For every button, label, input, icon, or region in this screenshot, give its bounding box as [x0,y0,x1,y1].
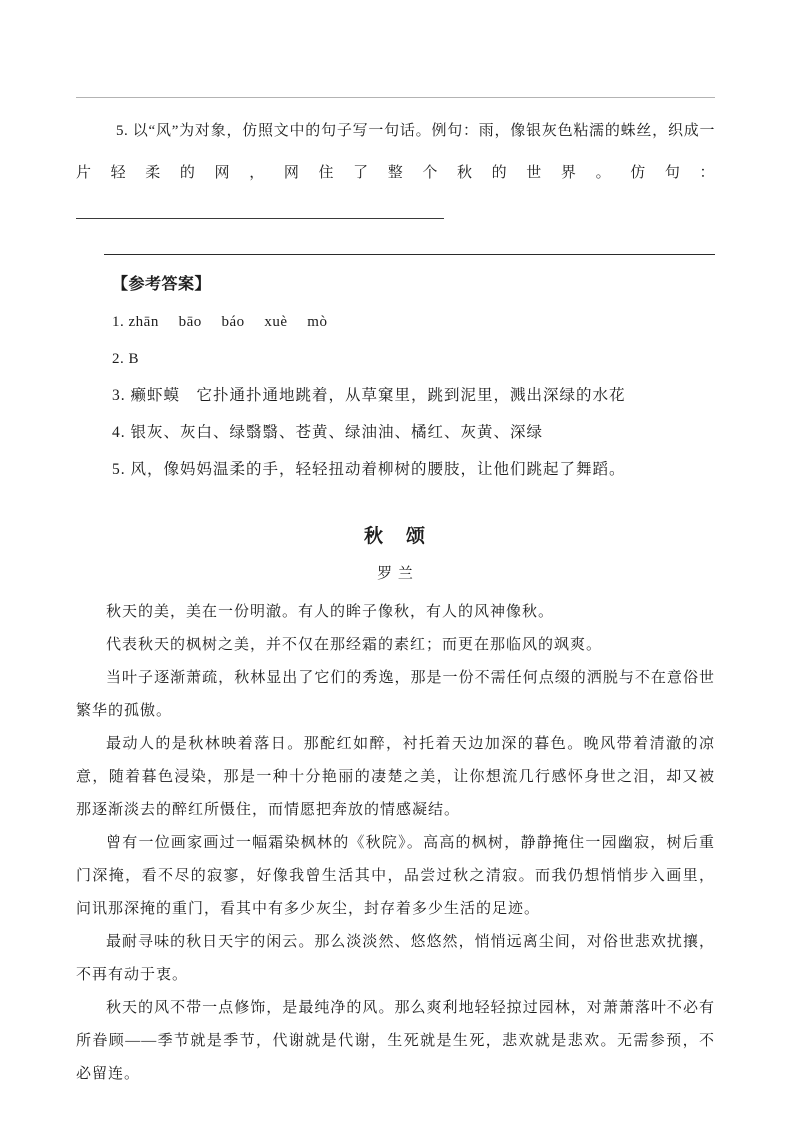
section-divider-wrap [76,254,715,255]
question-5 [76,110,715,236]
top-divider [76,97,715,98]
essay-paragraph: 秋天的美，美在一份明澈。有人的眸子像秋，有人的风神像秋。 [106,604,555,620]
essay-paragraph: 曾有一位画家画过一幅霜染枫林的《秋院》。高高的枫树，静静掩住一园幽寂，树后重门深掩，看不尽的寂寥，好像我曾生活其中，品尝过秋之清寂。而我仍想悄悄步入画里，问讯那深掩的重门，看其中有多少灰尘，封存着多少生活的足迹。 [76,835,715,917]
answer-item-5: 5. 风，像妈妈温柔的手，轻轻扭动着柳树的腰肢，让他们跳起了舞蹈。 [112,461,626,478]
answer-item-4: 4. 银灰、灰白、绿翳翳、苍黄、绿油油、橘红、灰黄、深绿 [112,424,544,441]
answers-header: 【参考答案】 [112,276,212,293]
essay-author: 罗 兰 [377,566,414,582]
essay-paragraph: 最耐寻味的秋日天宇的闲云。那么淡淡然、悠悠然，悄悄远离尘间，对俗世悲欢扰攘，不再有动于衷。 [76,934,715,983]
essay-paragraph: 秋天的风不带一点修饰，是最纯净的风。那么爽利地轻轻掠过园林，对萧萧落叶不必有所眷顾——季节就是季节，代谢就是代谢，生死就是生死，悲欢就是悲欢。无需参预，不必留连。 [76,1000,715,1082]
question-5-text: 5. 以“风”为对象，仿照文中的句子写一句话。例句：雨，像银灰色粘濡的蛛丝，织成一片轻柔的网，网住了整个秋的世界。仿句： [76,123,715,181]
answer-item-1: 1. zhān bāo báo xuè mò [112,314,328,330]
essay-title: 秋 颂 [363,526,427,547]
reference-answers-section [76,273,715,482]
essay-paragraph: 当叶子逐渐萧疏，秋林显出了它们的秀逸，那是一份不需任何点缀的洒脱与不在意俗世繁华的孤傲。 [76,670,715,719]
essay-section [76,522,715,1091]
essay-body [76,596,715,1091]
essay-paragraph: 代表秋天的枫树之美，并不仅在那经霜的素红；而更在那临风的飒爽。 [106,637,603,653]
answer-item-3: 3. 癞虾蟆 它扑通扑通地跳着，从草窠里，跳到泥里，溅出深绿的水花 [112,387,626,404]
answer-item-2: 2. B [112,351,140,367]
essay-paragraph: 最动人的是秋林映着落日。那酡红如醉，衬托着天边加深的暮色。晚风带着清澈的凉意，随着暮色浸染，那是一种十分艳丽的凄楚之美，让你想流几行感怀身世之泪，却又被那逐渐淡去的醉红所慑住，而情愿把奔放的情感凝结。 [76,736,715,818]
section-divider [104,254,715,255]
question-5-answer-blank [76,205,444,219]
